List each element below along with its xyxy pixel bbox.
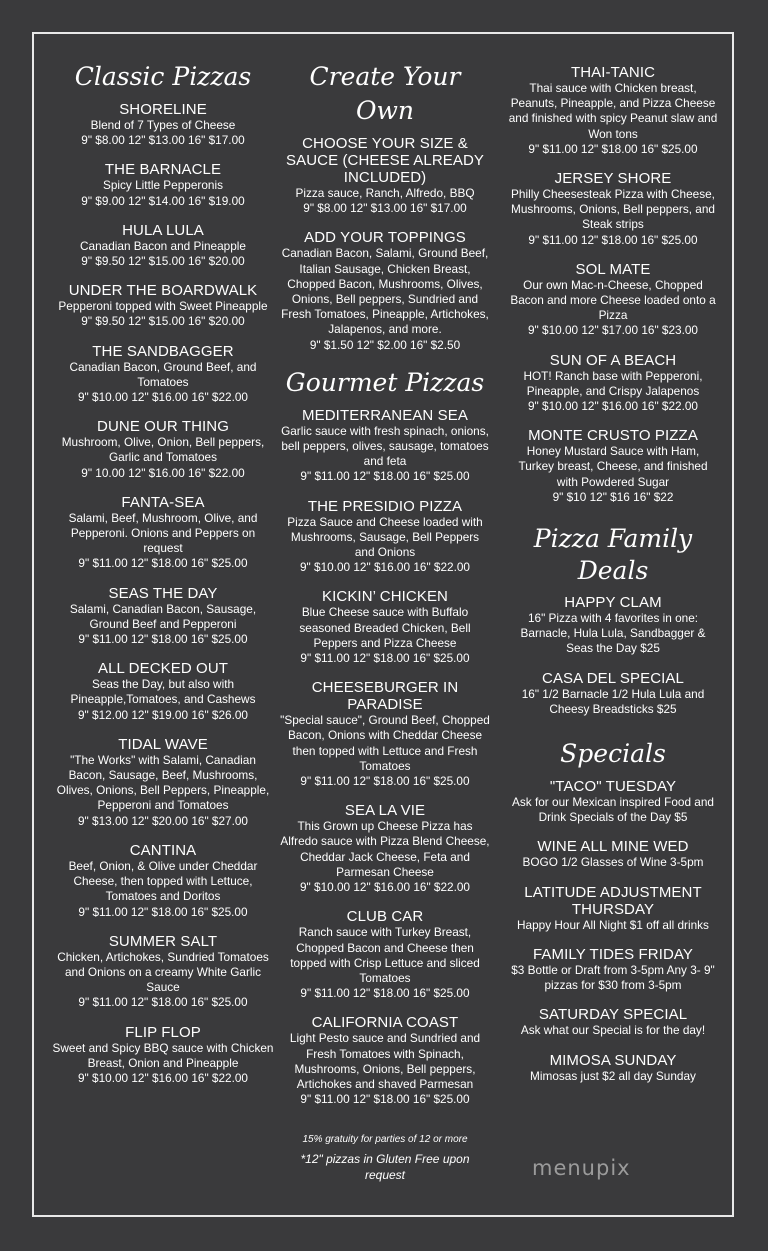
item-description: 16" Pizza with 4 favorites in one: Barnacle, Hula Lula, Sandbagger & Seas the Day $25 [520,611,706,656]
watermark-logo: menupix [532,1156,631,1180]
item-name: DUNE OUR THING [97,418,229,436]
item-name: CHEESEBURGER IN PARADISE [311,679,459,714]
item-price: 9" $11.00 12" $18.00 16" $25.00 [300,651,470,666]
menu-item [280,908,490,1001]
menu-item [508,427,718,505]
item-price: 9" $10.00 12" $16.00 16" $22.00 [77,390,248,405]
item-description: Ask for our Mexican inspired Food and Drink Specials of the Day $5 [512,795,714,825]
item-price: 9" $11.00 12" $18.00 16" $25.00 [78,904,248,919]
item-description: BOGO 1/2 Glasses of Wine 3-5pm [522,855,704,870]
menu-item [508,1052,718,1084]
family-deals-heading-line1: Pizza Family [533,524,693,554]
item-name: FANTA-SEA [121,493,205,511]
menu-item [52,660,274,723]
item-name: SOL MATE [575,260,651,278]
item-name: THE SANDBAGGER [92,342,234,360]
menu-item [52,933,274,1011]
menu-item [52,101,274,148]
item-name: ADD YOUR TOPPINGS [304,229,466,247]
menu-item [508,670,718,717]
item-price: 9" $11.00 12" $18.00 16" $25.00 [300,986,470,1001]
item-price: 9" $11.00 12" $18.00 16" $25.00 [78,995,248,1010]
item-price: 9" $9.50 12" $15.00 16" $20.00 [81,254,245,269]
menu-item [508,594,718,657]
menu-item [508,884,718,933]
menu-item [52,736,274,829]
item-price: 9" $12.00 12" $19.00 16" $26.00 [77,707,248,722]
item-description: Canadian Bacon, Ground Beef, and Tomatoes [69,359,257,389]
item-description: "Special sauce", Ground Beef, Chopped Bacon, Onions with Cheddar Cheese then topped with Lettuce and Fresh Tomatoes [280,713,490,773]
item-price: 9" $11.00 12" $18.00 16" $25.00 [300,469,470,484]
item-description: Ask what our Special is for the day! [520,1023,706,1038]
menu-item [52,1024,274,1087]
menu-item [280,498,490,576]
specialty-column [508,64,718,1097]
item-name: MIMOSA SUNDAY [549,1051,677,1069]
item-description: Chicken, Artichokes, Sundried Tomatoes and Onions on a creamy White Garlic Sauce [57,949,269,995]
menu-item [508,1006,718,1038]
item-price: 9" $11.00 12" $18.00 16" $25.00 [528,141,698,156]
menu-item [280,407,490,485]
item-name: THE BARNACLE [104,161,222,179]
item-name: CASA DEL SPECIAL [542,669,684,687]
item-description: Salami, Beef, Mushroom, Olive, and Pepperoni. Onions and Peppers on request [68,510,258,556]
item-description: Ranch sauce with Turkey Breast, Chopped Bacon and Cheese then topped with Crisp Lettuce and sliced Tomatoes [290,925,480,985]
item-name: MEDITERRANEAN SEA [302,406,468,424]
item-name: SATURDAY SPECIAL [538,1006,688,1024]
item-price: 9" $8.00 12" $13.00 16" $17.00 [303,201,467,216]
item-name: KICKIN’ CHICKEN [322,588,448,606]
item-name: UNDER THE BOARDWALK [68,282,258,300]
item-name: LATITUDE ADJUSTMENT THURSDAY [524,883,702,918]
menu-item [508,838,718,870]
item-description: Happy Hour All Night $1 off all drinks [517,917,709,932]
item-price: 9" $11.00 12" $18.00 16" $25.00 [528,232,698,247]
item-name: FLIP FLOP [125,1023,201,1041]
item-name: SUMMER SALT [108,932,218,950]
item-name: SUN OF A BEACH [549,351,677,369]
item-description: Garlic sauce with fresh spinach, onions, bell peppers, olives, sausage, tomatoes and feta [281,423,489,469]
create-gourmet-column [280,60,490,1183]
menu-item [508,64,718,157]
item-price: 9" $8.00 12" $13.00 16" $17.00 [81,133,245,148]
item-description: "The Works" with Salami, Canadian Bacon, Sausage, Beef, Mushrooms, Olives, Onions, Bell Peppers, Pineapple, Pepperoni and Tomatoes [56,752,270,813]
item-description: Pizza sauce, Ranch, Alfredo, BBQ [295,186,475,200]
menu-item [508,946,718,993]
item-name: THE PRESIDIO PIZZA [307,497,463,515]
menu-item [52,161,274,208]
item-name: HULA LULA [122,221,204,239]
item-price: 9" $11.00 12" $18.00 16" $25.00 [78,556,248,571]
item-price: 9" $11.00 12" $18.00 16" $25.00 [300,774,470,789]
gourmet-pizzas-heading: Gourmet Pizzas [285,367,485,397]
item-price: 9" $13.00 12" $20.00 16" $27.00 [77,813,248,828]
family-deals-heading [508,523,718,587]
item-name: THAI-TANIC [570,64,656,81]
menu-item [280,135,490,216]
item-description: Thai sauce with Chicken breast, Peanuts, Pineapple, and Pizza Cheese and finished with spicy Peanut slaw and Won tons [508,81,718,141]
item-description: Blue Cheese sauce with Buffalo seasoned Breaded Chicken, Bell Peppers and Pizza Cheese [299,605,471,650]
menu-item [508,170,718,248]
item-price: 9" $9.00 12" $14.00 16" $19.00 [81,193,245,208]
gluten-free-note: *12" pizzas in Gluten Free upon request [300,1152,470,1183]
item-price: 9" $11.00 12" $18.00 16" $25.00 [300,1092,470,1107]
item-price: 9" $10.00 12" $16.00 16" $22.00 [299,880,470,895]
item-description: Beef, Onion, & Olive under Cheddar Cheese, then topped with Lettuce, Tomatoes and Doritos [68,858,258,904]
item-description: HOT! Ranch base with Pepperoni, Pineapple, and Crispy Jalapenos [523,368,703,398]
item-description: Pepperoni topped with Sweet Pineapple [58,299,268,314]
item-name: SHORELINE [119,101,207,118]
item-name: FAMILY TIDES FRIDAY [533,945,693,963]
menu-item [52,418,274,481]
item-price: 9" $10 12" $16 16" $22 [552,489,674,504]
item-name: CANTINA [129,841,197,859]
item-name: HAPPY CLAM [564,594,662,612]
item-description: Seas the Day, but also with Pineapple,Tomatoes, and Cashews [70,677,256,707]
item-name: SEA LA VIE [344,802,426,820]
menu-item [52,585,274,648]
item-description: Canadian Bacon, Salami, Ground Beef, Italian Sausage, Chicken Breast, Chopped Bacon, Mushrooms, Olives, Onions, Bell peppers, Sundried and Fresh Tomatoes, Pineapple, Artichokes, Jalapenos, and more. [281,246,489,337]
menu-item [508,778,718,825]
classic-pizzas-heading: Classic Pizzas [74,62,252,91]
item-name: CLUB CAR [346,908,424,926]
item-description: Mimosas just $2 all day Sunday [530,1068,696,1083]
item-price: 9" $1.50 12" $2.00 16" $2.50 [309,337,461,352]
menu-item [52,494,274,572]
menu-item [52,222,274,269]
item-description: $3 Bottle or Draft from 3-5pm Any 3- 9" pizzas for $30 from 3-5pm [511,962,715,993]
menu-item [280,1014,490,1107]
create-your-own-heading: Create Your Own [309,62,461,125]
item-price: 9" $10.00 12" $16.00 16" $22.00 [527,399,698,414]
item-description: Pizza Sauce and Cheese loaded with Mushrooms, Sausage, Bell Peppers and Onions [287,514,483,560]
item-description: Our own Mac-n-Cheese, Chopped Bacon and more Cheese loaded onto a Pizza [510,277,716,323]
item-name: CALIFORNIA COAST [311,1014,459,1032]
item-description: Mushroom, Olive, Onion, Bell peppers, Garlic and Tomatoes [61,435,265,465]
menu-item [508,352,718,415]
gratuity-note: 15% gratuity for parties of 12 or more [302,1134,468,1146]
item-price: 9" $11.00 12" $18.00 16" $25.00 [78,632,248,647]
item-name: SEAS THE DAY [108,584,218,602]
item-description: Honey Mustard Sauce with Ham, Turkey breast, Cheese, and finished with Powdered Sugar [518,444,708,489]
classic-pizzas-column [52,60,274,1099]
menu-item [52,842,274,920]
item-name: TIDAL WAVE [118,735,208,753]
item-price: 9" $10.00 12" $17.00 16" $23.00 [527,323,698,338]
item-price: 9" 10.00 12" $16.00 16" $22.00 [81,465,245,480]
item-description: Spicy Little Pepperonis [102,178,223,193]
item-name: ALL DECKED OUT [97,660,229,678]
specials-heading: Specials [560,739,666,769]
item-name: CHOOSE YOUR SIZE & SAUCE (CHEESE ALREADY INCLUDED) [286,135,484,186]
item-name: MONTE CRUSTO PIZZA [528,427,698,445]
item-price: 9" $9.50 12" $15.00 16" $20.00 [81,314,245,329]
item-description: Philly Cheesesteak Pizza with Cheese, Mushrooms, Onions, Bell peppers, and Steak strips [511,187,715,232]
item-description: Blend of 7 Types of Cheese [90,118,236,132]
item-description: Salami, Canadian Bacon, Sausage, Ground Beef and Pepperoni [69,601,257,631]
menu-item [52,282,274,329]
menu-item [280,802,490,895]
item-description: Light Pesto sauce and Sundried and Fresh Tomatoes with Spinach, Mushrooms, Onions, Bell peppers, Artichokes and shaved Parmesan [289,1031,481,1091]
item-description: Canadian Bacon and Pineapple [80,238,246,253]
item-name: "TACO" TUESDAY [549,778,677,796]
menu-item [52,343,274,406]
item-description: This Grown up Cheese Pizza has Alfredo sauce with Pizza Blend Cheese, Cheddar Jack Cheese, Feta and Parmesan Cheese [280,819,490,879]
item-price: 9" $10.00 12" $16.00 16" $22.00 [77,1070,248,1085]
menu-item [280,229,490,352]
item-price: 9" $10.00 12" $16.00 16" $22.00 [299,560,470,575]
item-description: 16" 1/2 Barnacle 1/2 Hula Lula and Cheesy Breadsticks $25 [521,686,705,716]
menu-item [508,261,718,339]
family-deals-heading-line2: Deals [577,556,649,586]
item-description: Sweet and Spicy BBQ sauce with Chicken Breast, Onion and Pineapple [52,1040,274,1070]
item-name: JERSEY SHORE [554,170,672,188]
menu-item [280,679,490,789]
menu-item [280,588,490,666]
item-name: WINE ALL MINE WED [537,838,689,856]
